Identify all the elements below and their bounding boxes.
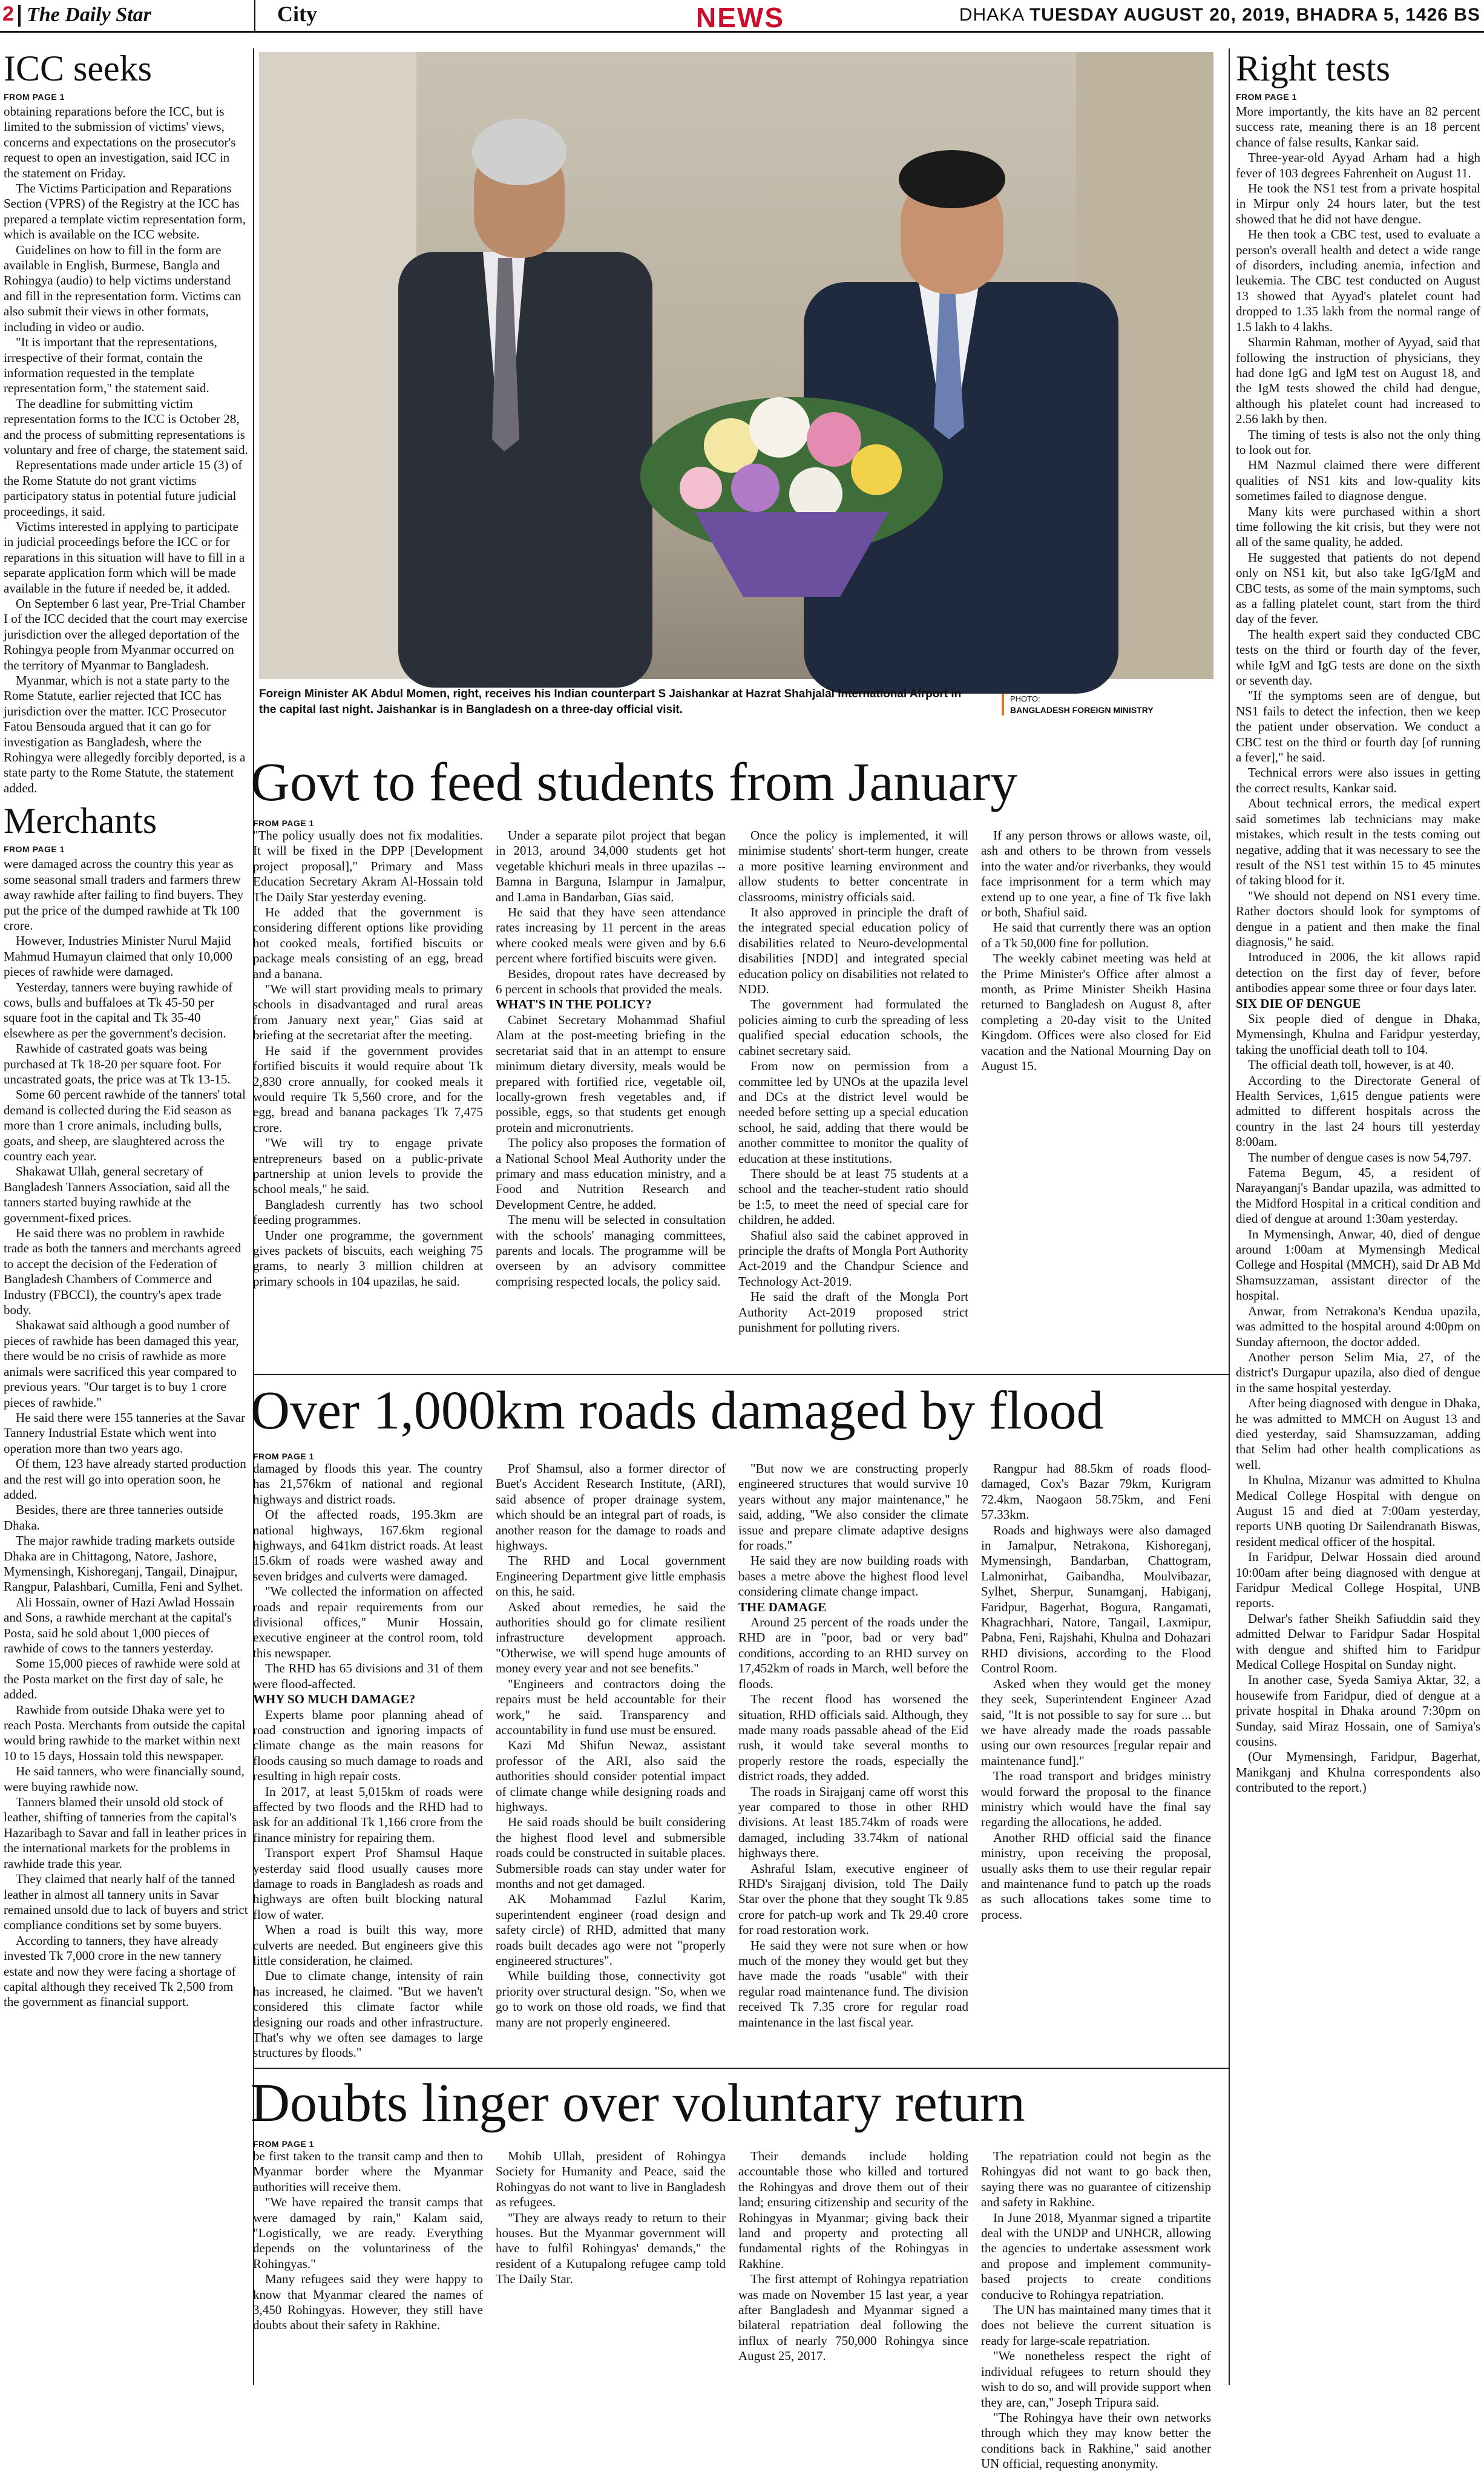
subhead: THE DAMAGE [738,1599,827,1614]
text-column [738,828,968,1335]
icc-body [4,104,248,796]
masthead-separator [18,5,21,27]
paragraph: Ali Hossain, owner of Hazi Awlad Hossain and Sons, a rawhide merchant at the capital's Posta, said he sold about 1,000 pieces of rawhide of cows to the tanners yesterday. [4,1594,235,1655]
tests-from-page: FROM PAGE 1 [1236,92,1297,102]
paragraph: "Engineers and contractors doing the repairs must be held accountable for their work," he said. Transparency and accountability in fund use must be ensured. [496,1676,726,1737]
paragraph: Experts blame poor planning ahead of road construction and ignoring impacts of climate change as the main reasons for floods causing so much damage to roads and resulting in high repair costs. [253,1707,483,1784]
paragraph: About technical errors, the medical expert said sometimes lab technicians may make mistakes, which result in the tests coming out negative, adding that it was necessary to see the result of the NS1 test within 15 to 45 minutes of taking blood for it. [1236,796,1480,888]
paragraph: On September 6 last year, Pre-Trial Chamber I of the ICC decided that the court may exercise jurisdiction over the alleged deportation of the Rohingya people from Myanmar occurred on the territory of Myanmar to Bangladesh. [4,596,248,672]
paragraph: The government had formulated the policies aiming to curb the spreading of less qualified special education schools, the cabinet secretary said. [738,997,968,1058]
paragraph: He said there were 155 tanneries at the Savar Tannery Industrial Estate which went into operation more than two years ago. [4,1410,246,1456]
paragraph: He said tanners, who were financially sound, were buying rawhide now. [4,1764,245,1794]
news-label: NEWS [696,2,784,33]
paragraph: "We have repaired the transit camps that were damaged by rain," Kalam said, "Logistically, we are ready. Everything depends on the voluntariness of the Rohingyas." [253,2195,483,2271]
paragraph: "But now we are constructing properly engineered structures that would survive 10 years without any major maintenance," he said, adding, "We also consider the climate issue and prepare climate adaptive designs for roads." [738,1461,968,1553]
text-column [496,828,726,1289]
paragraph: Transport expert Prof Shamsul Haque yesterday said flood usually causes more damage to roads in Bangladesh as roads and highways are often built blocking natural flow of water. [253,1846,483,1922]
paragraph: Besides, there are three tanneries outside Dhaka. [4,1502,223,1533]
roads-from-page: FROM PAGE 1 [253,1451,314,1461]
students-from-page: FROM PAGE 1 [253,818,314,828]
paragraph: The first attempt of Rohingya repatriation was made on November 15 last year, a year after Bangladesh and Myanmar signed a bilateral repatriation deal following the influx of nearly 750,000 Rohingya since August 25, 2017. [738,2272,968,2364]
paragraph: Shakawat said although a good number of pieces of rawhide has been damaged this year, there would be no crisis of rawhide as more animals were sacrificed this year compared to previous years. "Our target is to buy 1 crore pieces of rawhide." [4,1318,239,1410]
paragraph: (Our Mymensingh, Faridpur, Bagerhat, Manikganj and Khulna correspondents also contributed to the report.) [1236,1749,1480,1795]
paragraph: According to the Directorate General of Health Services, 1,615 dengue patients were admitted to different hospitals across the country in the last 24 hours till yesterday 8:00am. [1236,1073,1480,1149]
paragraph: Rangpur had 88.5km of roads flood-damaged, Cox's Bazar 79km, Kurigram 72.4km, Naogaon 58.75km, and Feni 57.33km. [981,1461,1211,1522]
paragraph: "It is important that the representations, irrespective of their format, contain the information requested in the template representation form," the statement said. [4,335,217,396]
return-from-page: FROM PAGE 1 [253,2139,314,2149]
subhead: SIX DIE OF DENGUE [1236,996,1361,1011]
paragraph: He said they were not sure when or how much of the money they would get but they have made the roads "usable" with their regular road maintenance fund. The division received Tk 7.35 crore for regular road maintenance in the last fiscal year. [738,1938,968,2030]
paragraph: He said roads should be built considering the highest flood level and submersible roads could be constructed in suitable places. Submersible roads can stay under water for months and not get damaged. [496,1815,726,1891]
paragraph: He said that they have seen attendance rates increasing by 11 percent in the areas where cooked meals were given and by 6.6 percent where fortified biscuits were given. [496,905,726,966]
paragraph: Another RHD official said the finance ministry, upon receiving the proposal, usually asks them to use their regular repair and maintenance fund to patch up the roads as such allocations takes some time to process. [981,1830,1211,1922]
paragraph: If any person throws or allows waste, oil, ash and others to be thrown from vessels into the water and/or riverbanks, they would face imprisonment for a term which may extend up to one year, a fine of Tk five lakh or both, Shafiul said. [981,828,1211,920]
paragraph: Introduced in 2006, the kit allows rapid detection on the first day of fever, before antibodies appear some three or four days later. [1236,950,1480,996]
paragraph: Once the policy is implemented, it will minimise students' short-term hunger, create a more positive learning environment and allow students to better concentrate in classrooms, ministry officials said. [738,828,968,904]
credit-name: BANGLADESH FOREIGN MINISTRY [1010,705,1154,715]
text-column [253,828,483,1289]
paragraph: "The Rohingya have their own networks through which they may know better the conditions back in Rakhine," said another UN official, requesting anonymity. [981,2410,1211,2471]
paragraph: The roads in Sirajganj came off worst this year compared to those in other RHD divisions. At least 185.74km of roads were damaged, including 33.74km of national highways there. [738,1784,968,1861]
paragraph: Tanners blamed their unsold old stock of leather, shifting of tanneries from the capital's Hazaribagh to Savar and fall in leather prices in the international markets for the problems in rawhide trade this year. [4,1795,247,1871]
paragraph: were damaged across the country this year as some seasonal small traders and farmers threw away rawhide after failing to find buyers. They put the price of the dumped rawhide at Tk 100 crore. [4,856,244,933]
paragraph: The UN has maintained many times that it does not believe the current situation is ready for large-scale repatriation. [981,2303,1211,2348]
paragraph: Some 60 percent rawhide of the tanners' total demand is collected during the Eid season as more than 1 crore animals, including bulls, goats, and sheep, are slaughtered across the country each year. [4,1087,246,1163]
text-column [981,1461,1211,1922]
paragraph: Many kits were purchased within a short time following the kit crisis, but they were not all of the same quality, he added. [1236,504,1480,550]
paragraph: In Faridpur, Delwar Hossain died around 10:00am after being diagnosed with dengue at Faridpur Medical College Hospital, UNB reports. [1236,1550,1480,1611]
paragraph: The RHD and Local government Engineering Department give little emphasis on this, he said. [496,1553,726,1599]
paragraph: Rawhide from outside Dhaka were yet to reach Posta. Merchants from outside the capital would bring rawhide to the market within next 10 to 15 days, Hossain told this newspaper. [4,1702,246,1763]
merchants-headline: Merchants [4,801,157,841]
paragraph: The recent flood has worsened the situation, RHD officials said. Although, they made many roads passable ahead of the Eid rush, it would take several months to properly restore the roads, especially the district roads, they added. [738,1692,968,1784]
paragraph: Asked about remedies, he said the authorities should go for climate resilient infrastructure development approach. "Otherwise, we will spend huge amounts of money every year and not see benefits." [496,1599,726,1676]
left-column [4,48,248,2390]
subhead: WHY SO MUCH DAMAGE? [253,1692,416,1707]
paragraph: The repatriation could not begin as the Rohingyas did not want to go back then, saying there was no guarantee of citizenship and safety in Rakhine. [981,2149,1211,2210]
paragraph: There should be at least 75 students at a school and the teacher-student ratio should be 1:5, to meet the need of special care for children, he added. [738,1166,968,1228]
text-column [981,2149,1211,2472]
paragraph: He said if the government provides fortified biscuits it would require about Tk 2,830 crore annually, for cooked meals it would require Tk 5,560 crore, and for the egg, bread and banana packages Tk 7,475 crore. [253,1043,483,1135]
paragraph: Cabinet Secretary Mohammad Shafiul Alam at the post-meeting briefing in the secretariat said that in an attempt to ensure minimum dietary diversity, meals would be prepared with fortified rice, vegetable oil, locally-grown fresh vegetables and, if possible, eggs, so that students get enough protein and micronutrients. [496,1012,726,1135]
date-main: TUESDAY AUGUST 20, 2019, [1029,5,1291,25]
paragraph: After being diagnosed with dengue in Dhaka, he was admitted to MMCH on August 13 and died yesterday, said Shamsuzzaman, adding that Selim had other health complications as well. [1236,1396,1480,1472]
paragraph: While building those, connectivity got priority over structural design. "So, when we go to work on those old roads, we find that many are not properly engineered. [496,1968,726,2030]
paragraph: Fatema Begum, 45, a resident of Narayanganj's Bandar upazila, was admitted to the Midford Hospital in a critical condition and died of dengue at around 1:30am yesterday. [1236,1165,1480,1226]
paragraph: Many refugees said they were happy to know that Myanmar cleared the names of 3,450 Rohingyas. However, they still have doubts about their safety in Rakhine. [253,2272,483,2333]
text-column [738,2149,968,2364]
paragraph: When a road is built this way, more culverts are needed. But engineers give this little consideration, he claimed. [253,1922,483,1968]
paragraph: Victims interested in applying to participate in judicial proceedings before the ICC or for reparations in this situation will have to fill in a separate application form which will be made available in the future if needed be, it added. [4,519,245,596]
paragraph: "The policy usually does not fix modalities. It will be fixed in the DPP [Development project proposal]," Primary and Mass Education Secretary Akram Al-Hossain told The Daily Star yesterday evening. [253,828,483,904]
paragraph: Due to climate change, intensity of rain has increased, he claimed. "But we haven't considered this climate factor while designing our roads and other infrastructure. That's why we often see damages to large structures by floods." [253,1968,483,2060]
paragraph: It also approved in principle the draft of the integrated special education policy of disabilities related to Neuro-developmental disabilities [NDD] and integrated special education policy on disabilities not related to NDD. [738,905,968,997]
icc-headline: ICC seeks [4,48,152,88]
paragraph: Their demands include holding accountable those who killed and tortured the Rohingyas and drove them out of their land; ensuring citizenship and security of the Rohingyas in Myanmar; giving back their land and property and protecting all fundamental rights of the Rohingyas in Rakhine. [738,2149,968,2271]
photo-credit [1002,694,1220,715]
students-headline: Govt to feed students from January [251,752,1018,812]
paragraph: Technical errors were also issues in getting the correct results, Kankar said. [1236,765,1480,795]
tests-headline: Right tests [1236,48,1391,88]
paragraph: Anwar, from Netrakona's Kendua upazila, was admitted to the hospital around 4:00pm on Sunday afternoon, the doctor added. [1236,1303,1480,1349]
paragraph: Another person Selim Mia, 27, of the district's Durgapur upazila, also died of dengue in the same hospital yesterday. [1236,1349,1480,1395]
merchants-body [4,856,248,2010]
paragraph: Under one programme, the government gives packets of biscuits, each weighing 75 grams, to nearly 3 million children at primary schools in 104 upazilas, he said. [253,1228,483,1289]
paragraph: be first taken to the transit camp and then to Myanmar border where the Myanmar authorities will receive them. [253,2149,483,2194]
return-body [253,2149,1211,2471]
paragraph: Shakawat Ullah, general secretary of Bangladesh Tanners Association, said all the tanners started buying rawhide at the government-fixed prices. [4,1164,230,1225]
subhead: WHAT'S IN THE POLICY? [496,997,652,1012]
paragraph: The health expert said they conducted CBC tests on the third or fourth day of the fever, while IgM and IgG tests are done on the sixth or seventh day. [1236,626,1480,688]
masthead-divider [254,0,255,31]
paragraph: The RHD has 65 divisions and 31 of them were flood-affected. [253,1661,483,1691]
paragraph: "If the symptoms seen are of dengue, but NS1 fails to detect the infection, then we keep the patient under observation. We conduct a CBC test on the third or fourth day [of running a fever]," he said. [1236,688,1480,765]
paragraph: In Mymensingh, Anwar, 40, died of dengue around 1:00am at Mymensingh Medical College and Hospital (MMCH), said Dr AB Md Shamsuzzaman, assistant director of the hospital. [1236,1226,1480,1303]
paragraph: Of them, 123 have already started production and the rest will go into operation soon, he added. [4,1456,246,1502]
paragraph: Yesterday, tanners were buying rawhide of cows, bulls and buffaloes at Tk 45-50 per square foot in the capital and Tk 35-40 elsewhere as per the government's decision. [4,979,233,1040]
paragraph: HM Nazmul claimed there were different qualities of NS1 kits and low-quality kits sometimes failed to diagnose dengue. [1236,458,1480,504]
paragraph: According to tanners, they have already invested Tk 7,000 crore in the new tannery estate and now they were facing a shortage of capital although they received Tk 2,500 from the government as financial support. [4,1933,236,2010]
paragraph: In another case, Syeda Samiya Aktar, 32, a housewife from Faridpur, died of dengue at a private hospital in Dhaka around 7:30pm on Sunday, said Miraz Hossain, one of Samiya's cousins. [1236,1672,1480,1749]
paragraph: Under a separate pilot project that began in 2013, around 34,000 students get hot vegetable khichuri meals in three upazilas -- Bamna in Barguna, Islampur in Jamalpur, and Lama in Bandarban, Gias said. [496,828,726,904]
paragraph: Bangladesh currently has two school feeding programmes. [253,1197,483,1228]
paragraph: In Khulna, Mizanur was admitted to Khulna Medical College Hospital with dengue on August 15 and died at 7:00am yesterday, reports UNB quoting Dr Sailendranath Biswas, resident medical officer of the hospital. [1236,1473,1480,1549]
paragraph: He said there was no problem in rawhide trade as both the tanners and merchants agreed to accept the decision of the Federation of Bangladesh Chambers of Commerce and Industry (FBCCI), the country's apex trade body. [4,1226,241,1318]
text-column [253,2149,483,2333]
photo-illustration [259,52,1213,679]
page-number: 2 [2,2,14,25]
paragraph: "They are always ready to return to their houses. But the Myanmar government will have to fulfil Rohingyas' demands," the resident of a Kutupalong refugee camp told The Daily Star. [496,2210,726,2287]
paragraph: Besides, dropout rates have decreased by 6 percent in schools that provided the meals. [496,966,726,997]
date-prefix: DHAKA [959,5,1024,25]
paragraph: Ashraful Islam, executive engineer of RHD's Sirajganj division, told The Daily Star over the phone that they sought Tk 9.85 crore for patch-up work and Tk 29.40 crore for road restoration work. [738,1861,968,1938]
paragraph: However, Industries Minister Nurul Majid Mahmud Humayun claimed that only 10,000 pieces of rawhide were damaged. [4,933,232,979]
news-photo [259,52,1213,679]
credit-label: PHOTO: [1010,694,1040,703]
students-body [253,828,1211,1364]
paragraph: Asked when they would get the money they seek, Superintendent Engineer Azad said, "It is not possible to say for sure ... but we have already made the roads passable using our own resources [regular repair and maintenance fund]." [981,1676,1211,1768]
paragraph: He said that currently there was an option of a Tk 50,000 fine for pollution. [981,920,1211,950]
paragraph: In 2017, at least 5,015km of roads were affected by two floods and the RHD had to ask for an additional Tk 1,166 crore from the finance ministry for repairing them. [253,1784,483,1845]
story-divider-1 [253,1374,1229,1375]
paragraph: The road transport and bridges ministry would forward the proposal to the finance ministry which would have the final say regarding the allocations, he added. [981,1769,1211,1830]
paragraph: Three-year-old Ayyad Arham had a high fever of 103 degrees Fahrenheit on August 11. [1236,150,1480,180]
paragraph: "We should not depend on NS1 every time. Rather doctors should look for symptoms of dengue in a patient and then make the final diagnosis," he said. [1236,888,1480,949]
paragraph: He said they are now building roads with bases a metre above the highest flood level considering climate change impact. [738,1553,968,1599]
masthead [0,0,1484,33]
paragraph: He said the draft of the Mongla Port Authority Act-2019 proposed strict punishment for polluting rivers. [738,1289,968,1335]
paragraph: damaged by floods this year. The country has 21,576km of national and regional highways and district roads. [253,1461,483,1507]
roads-headline: Over 1,000km roads damaged by flood [251,1381,1104,1441]
paragraph: The weekly cabinet meeting was held at the Prime Minister's Office after almost a month, as Prime Minister Sheikh Hasina returned to Bangladesh on August 8, after completing a 20-day visit to the United Kingdom. Offices were also closed for Eid vacation and the National Mourning Day on August 15. [981,951,1211,1074]
paragraph: Delwar's father Sheikh Safiuddin said they admitted Delwar to Faridpur Sadar Hospital with dengue and shifted him to Faridpur Medical College Hospital on Sunday night. [1236,1611,1480,1672]
issue-date [959,5,1480,25]
paragraph: Roads and highways were also damaged in Jamalpur, Netrakona, Kishoreganj, Mymensingh, Bandarban, Chattogram, Lalmonirhat, Gaibandha, Moulvibazar, Sylhet, Sherpur, Sunamganj, Habiganj, Faridpur, Bagerhat, Bogura, Rangamati, Khagrachhari, Natore, Tangail, Laxmipur, Pabna, Feni, Rajshahi, Khulna and Dohazari RHD divisions, according to the Flood Control Room. [981,1522,1211,1676]
paragraph: Of the affected roads, 195.3km are national highways, 167.6km regional highways, and 641km district roads. At least 15.6km of roads were washed away and seven bridges and culverts were damaged. [253,1507,483,1583]
date-suffix: BHADRA 5, 1426 BS [1296,5,1480,25]
paragraph: Prof Shamsul, also a former director of Buet's Accident Research Institute, (ARI), said absence of proper drainage system, which should be an integral part of roads, is another reason for the damage to roads and highways. [496,1461,726,1553]
tests-body [1236,104,1480,1796]
paragraph: More importantly, the kits have an 82 percent success rate, meaning there is an 18 percent chance of false results, Kankar said. [1236,104,1480,150]
paper-logo: The Daily Star [27,4,151,26]
text-column [496,2149,726,2287]
section-label: City [277,2,317,26]
paragraph: He then took a CBC test, used to evaluate a person's overall health and detect a wide range of disorders, including anemia, infection and leukemia. The CBC test conducted on August 13 showed that Ayyad's platelet count had dropped to 1.35 lakh from the normal range of 1.5 lakh to 4 lakhs. [1236,227,1480,334]
column-rule-right [1229,48,1230,2385]
paragraph: Mohib Ullah, president of Rohingya Society for Humanity and Peace, said the Rohingyas do not want to live in Bangladesh as refugees. [496,2149,726,2210]
paragraph: The policy also proposes the formation of a National School Meal Authority under the primary and mass education ministry, and a Food and Nutrition Research and Development Centre, he added. [496,1136,726,1212]
icc-from-page: FROM PAGE 1 [4,92,65,102]
paragraph: "We will start providing meals to primary schools in disadvantaged and rural areas from January next year," Gias said at briefing at the secretariat after the meeting. [253,982,483,1043]
paragraph: The timing of tests is also not the only thing to look out for. [1236,427,1480,457]
paragraph: AK Mohammad Fazlul Karim, superintendent engineer (road design and safety circle) of RHD, admitted that many roads built decades ago were not "properly engineered structures". [496,1892,726,1968]
paragraph: Myanmar, which is not a state party to the Rome Statute, earlier rejected that ICC has jurisdiction over the matter. ICC Prosecutor Fatou Bensouda argued that it can go for investigation as Bangladesh, where the Rohingya were allegedly forcibly deported, is a state party to the Rome Statute, the statement added. [4,673,246,795]
paragraph: "We collected the information on affected roads and repair requirements from our divisional offices," Munir Hossain, executive engineer at the control room, told this newspaper. [253,1584,483,1660]
paragraph: Six people died of dengue in Dhaka, Mymensingh, Khulna and Faridpur yesterday, taking the unofficial death toll to 104. [1236,1011,1480,1057]
merchants-from-page: FROM PAGE 1 [4,844,65,855]
text-column [981,828,1211,1074]
paragraph: "We will try to engage private entrepreneurs based on a public-private partnership at union levels to provide the school meals," he said. [253,1136,483,1197]
paragraph: In June 2018, Myanmar signed a tripartite deal with the UNDP and UNHCR, allowing the agencies to undertake assessment work and propose and implement community-based projects to create conditions conducive to Rohingya repatriation. [981,2210,1211,2302]
text-column [253,1461,483,2061]
paragraph: Kazi Md Shifun Newaz, assistant professor of the ARI, also said the authorities should consider potential impact of climate change while designing roads and highways. [496,1738,726,1814]
paragraph: He added that the government is considering different options like providing hot cooked meals, fortified biscuits or package meals consisting of an egg, bread and a banana. [253,905,483,981]
paragraph: Shafiul also said the cabinet approved in principle the drafts of Mongla Port Authority Act-2019 and the Chandpur Science and Technology Act-2019. [738,1228,968,1289]
paragraph: The major rawhide trading markets outside Dhaka are in Chittagong, Natore, Jashore, Mymensingh, Kishoreganj, Tangail, Dinajpur, Rangpur, Palashbari, Cumilla, Feni and Sylhet. [4,1533,243,1594]
story-divider-2 [253,2068,1229,2069]
paragraph: He suggested that patients do not depend only on NS1 kit, but also take IgG/IgM and CBC tests, as some of the main symptoms, such as a falling platelet count, start from the third day of the fever. [1236,550,1480,626]
text-column [496,1461,726,2030]
paragraph: From now on permission from a committee led by UNOs at the upazila level and DCs at the district level would be needed before setting up a special education school, he said, adding that there would be another committee to monitor the quality of education at these institutions. [738,1059,968,1166]
paragraph: obtaining reparations before the ICC, but is limited to the submission of victims' views, concerns and expectations on the prosecutor's request to open an investigation, said ICC in the statement on Friday. [4,104,236,180]
roads-body [253,1461,1211,2064]
return-headline: Doubts linger over voluntary return [251,2073,1025,2133]
paragraph: The Victims Participation and Reparations Section (VPRS) of the Registry at the ICC has prepared a template victim representation form, which is available on the ICC website. [4,181,246,242]
text-column [738,1461,968,2030]
paragraph: Representations made under article 15 (3) of the Rome Statute do not grant victims participatory status in potential future judicial proceedings, it said. [4,458,243,519]
paragraph: The menu will be selected in consultation with the schools' managing committees, parents and locals. The programme will be overseen by an advisory committee comprising respected locals, the policy said. [496,1212,726,1289]
paragraph: Rawhide of castrated goats was being purchased at Tk 18-20 per square foot. For uncastrated goats, the price was at Tk 13-15. [4,1041,231,1086]
paragraph: "We nonetheless respect the right of individual refugees to return should they wish to do so, and will provide support when they are, can," Joseph Tripura said. [981,2349,1211,2410]
paragraph: The number of dengue cases is now 54,797. [1248,1149,1472,1165]
paragraph: Sharmin Rahman, mother of Ayyad, said that following the instruction of physicians, they had done IgG and IgM test on August 18, and the IgM tests showed the child had dengue, although his platelet count had increased to 2.56 lakh by then. [1236,335,1480,427]
photo-caption: Foreign Minister AK Abdul Momen, right, receives his Indian counterpart S Jaishankar at Hazrat Shahjalal International Airport in the capital last night. Jaishankar is in Bangladesh on a three-day official visit. [259,688,962,716]
paragraph: They claimed that nearly half of the tanned leather in almost all tannery units in Savar remained unsold due to lack of buyers and strict compliance conditions set by some buyers. [4,1872,248,1933]
paragraph: Some 15,000 pieces of rawhide were sold at the Posta market on the first day of sale, he added. [4,1656,240,1702]
paragraph: The deadline for submitting victim representation forms to the ICC is October 28, and the process of submitting representations is voluntary and free of charge, the statement said. [4,396,248,457]
paragraph: Around 25 percent of the roads under the RHD are in "poor, bad or very bad" conditions, according to an RHD survey on 17,452km of roads in March, well before the floods. [738,1615,968,1691]
paragraph: Guidelines on how to fill in the form are available in English, Burmese, Bangla and Rohingya (audio) to help victims understand and fill in the representation form. Victims can also submit their views in other formats, including in video or audio. [4,242,241,334]
right-column [1236,48,1480,2390]
paragraph: He took the NS1 test from a private hospital in Mirpur only 24 hours later, but the test showed that he did not have dengue. [1236,181,1480,226]
paragraph: The official death toll, however, is at 40. [1248,1057,1454,1073]
